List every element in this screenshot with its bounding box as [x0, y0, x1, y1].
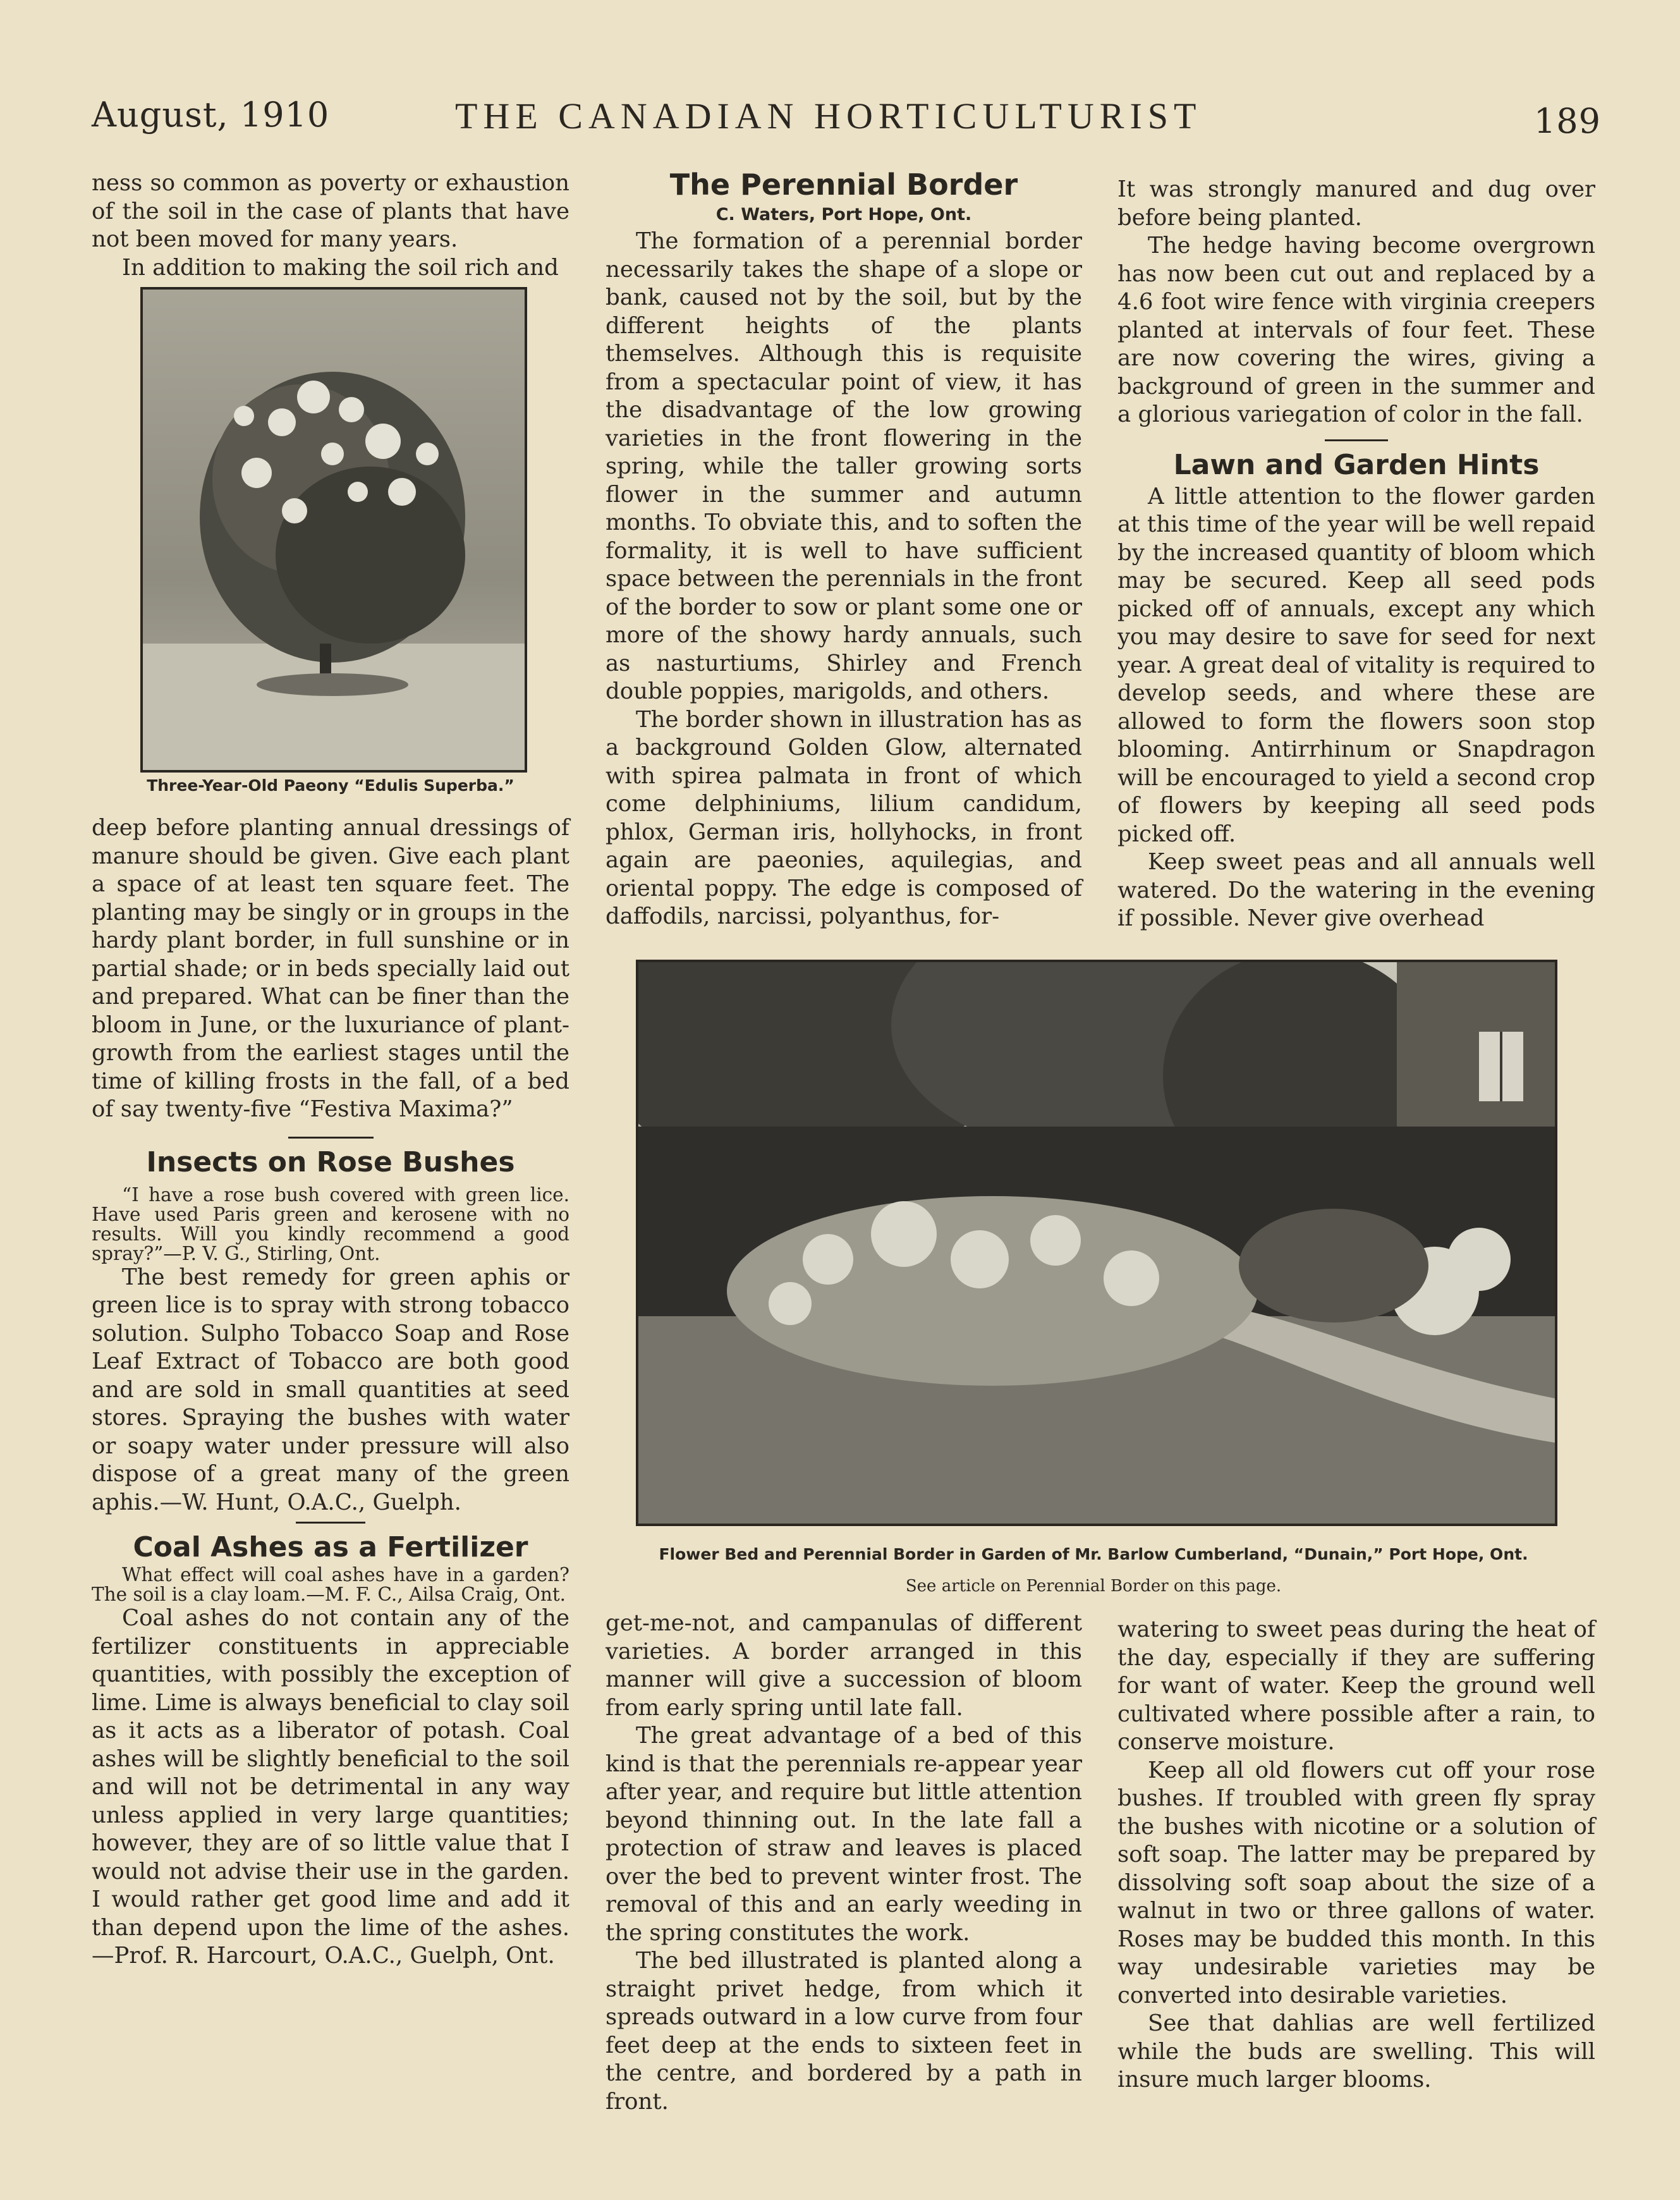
column-3-top: [1117, 176, 1595, 933]
paragraph: Keep all old flowers cut off your rose bushes. If troubled with green fly spray the bushes with nicotine or a solution of soft soap. The latter may be prepared by dissolving soft soap about the size of a walnut in two or three gallons of water. Roses may be budded this month. In this way undesirable varieties may be converted into desirable varieties.: [1117, 1757, 1595, 2008]
divider: [1325, 439, 1388, 441]
paragraph: The great advantage of a bed of this kind is that the perennials re-appear year after year, and require but little attention beyond thinning out. In the late fall a protection of straw and leaves is placed over the bed to prevent winter frost. The removal of this and an early weeding in the spring constitutes the work.: [606, 1723, 1082, 1946]
paragraph: watering to sweet peas during the heat of the day, especially if they are suffering for want of water. Keep the ground well cultivated where possible after a rain, to conserve moisture.: [1117, 1616, 1595, 1755]
insects-heading: Insects on Rose Bushes: [146, 1146, 515, 1178]
publication-title: THE CANADIAN HORTICULTURIST: [455, 95, 1202, 137]
paragraph: ness so common as poverty or exhaustion of the soil in the case of plants that have not been moved for many years.: [92, 170, 569, 252]
perennial-border-heading: The Perennial Border: [669, 168, 1018, 202]
paragraph: It was strongly manured and dug over before being planted.: [1117, 176, 1595, 231]
paragraph: The formation of a perennial border necessarily takes the shape of a slope or bank, caused not by the soil, but by the different heights of the plants themselves. Although this is requisite from a spectacular point of view, it has the disadvantage of the low growing varieties in the front flowering in the spring, while the taller growing sorts flower in the summer and autumn months. To obviate this, and to soften the formality, it is well to have sufficient space between the perennials in the front of the border to sow or plant some one or more of the showy hardy annuals, such as nasturtiums, Shirley and French double poppies, marigolds, and others.: [606, 228, 1082, 704]
paragraph: The border shown in illustration has as a background Golden Glow, alternated with spirea palmata in front of which come delphiniums, lilium candidum, phlox, German iris, hollyhocks, in front again are paeonies, aquilegias, and oriental poppy. The edge is composed of daffodils, narcissi, polyanthus, for-: [606, 706, 1082, 929]
paragraph: The best remedy for green aphis or green lice is to spray with strong tobacco solution. Sulpho Tobacco Soap and Rose Leaf Extract of Tobacco are both good and are sold in small quantities at seed stores. Spraying the bushes with water or soapy water under pressure will also dispose of a great many of the green aphis.—W. Hunt, O.A.C., Guelph.: [92, 1264, 569, 1515]
divider: [288, 1137, 374, 1139]
coal-ashes-heading: Coal Ashes as a Fertilizer: [133, 1531, 528, 1563]
column-1-top: [92, 169, 569, 282]
garden-caption: Flower Bed and Perennial Border in Garden of Mr. Barlow Cumberland, “Dunain,” Port Hope, Ont.: [659, 1545, 1528, 1563]
paragraph: get-me-not, and campanulas of different varieties. A border arranged in this manner will give a succession of bloom from early spring until late fall.: [606, 1610, 1082, 1721]
paeony-image: [143, 290, 525, 770]
paragraph: The hedge having become overgrown has now been cut out and replaced by a 4.6 foot wire fence with virginia creepers planted at intervals of four feet. These are now covering the wires, giving a background of green in the summer and a glorious variegation of color in the fall.: [1117, 233, 1595, 427]
page-number: 189: [1533, 101, 1601, 141]
paragraph: Coal ashes do not contain any of the fertilizer constituents in appreciable quantities, with possibly the exception of lime. Lime is always beneficial to clay soil as it acts as a liberator of potash. Coal ashes will be slightly beneficial to the soil and will not be detrimental in any way unless applied in very large quantities; however, they are of so little value that I would not advise their use in the garden. I would rather get good lime and add it than depend upon the lime of the ashes.—Prof. R. Harcourt, O.A.C., Guelph, Ont.: [92, 1605, 569, 1969]
paragraph: In addition to making the soil rich and: [122, 254, 559, 281]
paeony-photo: [140, 287, 527, 773]
column-1-middle: [92, 814, 569, 1971]
column-2-bottom: [606, 1610, 1082, 2116]
garden-image: [638, 962, 1555, 1524]
paragraph: deep before planting annual dressings of manure should be given. Give each plant a space of at least ten square feet. The planting may be singly or in groups in the hardy plant border, in full sunshine or in partial shade; or in beds specially laid out and prepared. What can be finer than the bloom in June, or the luxuriance of plant-growth from the earliest stages until the time of killing frosts in the fall, of a bed of say twenty-five “Festiva Maxima?”: [92, 815, 569, 1122]
divider: [296, 1522, 365, 1524]
byline: C. Waters, Port Hope, Ont.: [715, 205, 972, 224]
paragraph: See that dahlias are well fertilized while the buds are swelling. This will insure much larger blooms.: [1117, 2010, 1595, 2093]
garden-subcaption: See article on Perennial Border on this page.: [905, 1577, 1282, 1596]
lawn-garden-heading: Lawn and Garden Hints: [1173, 448, 1540, 481]
garden-photo: [636, 960, 1557, 1526]
paragraph: A little attention to the flower garden at this time of the year will be well repaid by the increased quantity of bloom which may be secured. Keep all seed pods picked off of annuals, except any which you may desire to save for seed for next year. A great deal of vitality is required to develop seeds, and where these are allowed to form the flowers soon stop blooming. Antirrhinum or Snapdragon will be encouraged to yield a second crop of flowers by keeping all seed pods picked off.: [1117, 483, 1595, 847]
issue-date: August, 1910: [92, 95, 330, 135]
column-3-bottom: [1117, 1616, 1595, 2094]
reader-question: “I have a rose bush covered with green lice. Have used Paris green and kerosene with no results. Will you kindly recommend a good spray?”—P. V. G., Stirling, Ont.: [92, 1183, 569, 1264]
column-2-top: [606, 167, 1082, 931]
paeony-caption: Three-Year-Old Paeony “Edulis Superba.”: [147, 776, 514, 795]
reader-question: What effect will coal ashes have in a garden? The soil is a clay loam.—M. F. C., Ailsa Craig, Ont.: [92, 1564, 569, 1605]
paragraph: The bed illustrated is planted along a straight privet hedge, from which it spreads outward in a low curve from four feet deep at the ends to sixteen feet in the centre, and bordered by a path in front.: [606, 1948, 1082, 2115]
paragraph: Keep sweet peas and all annuals well watered. Do the watering in the evening if possible. Never give overhead: [1117, 849, 1595, 931]
